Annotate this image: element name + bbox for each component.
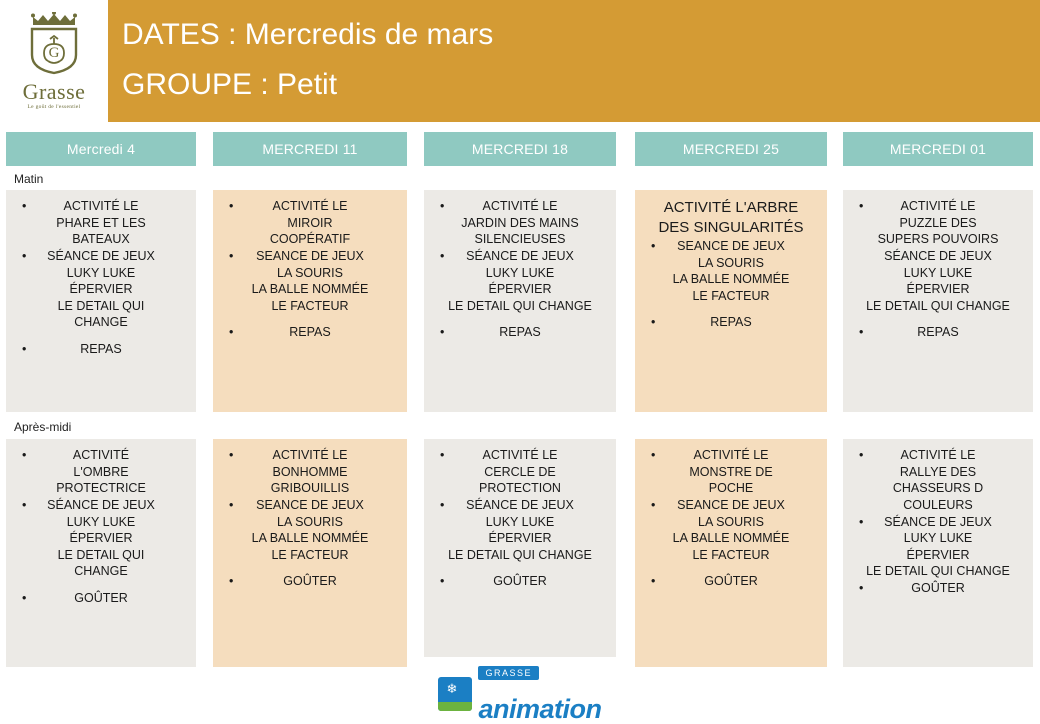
activity-line: SUPERS POUVOIRS xyxy=(877,232,999,247)
activity-line-bullet xyxy=(430,497,610,514)
activity-line: PROTECTION xyxy=(479,481,561,496)
activity-line-bullet xyxy=(849,324,1027,341)
activity-line: BATEAUX xyxy=(72,232,130,247)
bullet-icon: • xyxy=(651,238,656,253)
activity-line: CHANGE xyxy=(74,564,128,579)
crown-icon xyxy=(31,12,77,26)
bullet-icon: • xyxy=(440,448,445,462)
column-header-2: MERCREDI 11 xyxy=(213,132,407,166)
activity-line: ÉPERVIER xyxy=(69,531,133,546)
logo-tagline: Le goût de l'essentiel xyxy=(27,104,81,110)
activity-text: ACTIVITÉ LE xyxy=(63,199,139,213)
activity-text: SÉANCE DE JEUX xyxy=(466,497,574,512)
activity-line-bullet xyxy=(219,198,401,215)
spacer xyxy=(641,304,821,314)
activity-line-highlight: ACTIVITÉ L'ARBRE xyxy=(663,199,799,216)
column-headers xyxy=(0,132,1040,166)
activity-line-bullet xyxy=(219,573,401,590)
activity-text: REPAS xyxy=(917,325,959,340)
activity-text: ACTIVITÉ LE xyxy=(482,448,558,462)
activity-text: SEANCE DE JEUX xyxy=(256,497,364,512)
activity-line-bullet xyxy=(849,198,1027,215)
afternoon-cell-5 xyxy=(843,439,1033,667)
activity-line: LE FACTEUR xyxy=(271,298,349,313)
activity-line: LE FACTEUR xyxy=(692,547,770,562)
bullet-icon: • xyxy=(440,248,445,263)
activity-line: LA BALLE NOMMÉE xyxy=(251,282,369,297)
activity-text: GOÛTER xyxy=(911,581,965,595)
page-header xyxy=(0,0,1040,122)
bullet-icon: • xyxy=(859,448,864,462)
activity-line: ÉPERVIER xyxy=(906,282,970,297)
activity-line: LE DETAIL QUI CHANGE xyxy=(448,298,592,313)
activity-line-bullet xyxy=(12,248,190,265)
activity-line: LA BALLE NOMMÉE xyxy=(672,272,790,287)
activity-line-bullet xyxy=(849,580,1027,597)
activity-line: ÉPERVIER xyxy=(488,531,552,546)
column-header-5: MERCREDI 01 xyxy=(843,132,1033,166)
footer-grasse-label: GRASSE xyxy=(478,666,539,680)
morning-cell-5 xyxy=(843,190,1033,412)
bullet-icon: • xyxy=(229,574,234,589)
spacer xyxy=(430,314,610,324)
logo-wordmark: Grasse xyxy=(22,79,86,104)
bullet-icon: • xyxy=(229,497,234,512)
activity-line: LE DETAIL QUI xyxy=(57,298,145,313)
activity-line: LE FACTEUR xyxy=(692,288,770,303)
activity-line: LE DETAIL QUI xyxy=(57,547,145,562)
activity-line-bullet xyxy=(430,324,610,341)
morning-cell-2 xyxy=(213,190,407,412)
activity-line: LUKY LUKE xyxy=(903,531,973,546)
afternoon-cell-3 xyxy=(424,439,616,657)
activity-line-bullet xyxy=(641,447,821,464)
activity-line: BONHOMME xyxy=(272,464,348,479)
bullet-icon: • xyxy=(22,497,27,512)
activity-text: SEANCE DE JEUX xyxy=(256,248,364,263)
activity-line: LE DETAIL QUI CHANGE xyxy=(866,298,1010,313)
bullet-icon: • xyxy=(22,199,27,213)
bullet-icon: • xyxy=(440,325,445,340)
bullet-icon: • xyxy=(651,448,656,462)
activity-line: CHASSEURS D xyxy=(892,481,984,496)
bullet-icon: • xyxy=(440,574,445,589)
spacer xyxy=(849,314,1027,324)
activity-line-bullet xyxy=(12,497,190,514)
spacer xyxy=(430,563,610,573)
ski-resort-badge-icon: ❄ xyxy=(438,677,472,711)
activity-line-bullet xyxy=(430,198,610,215)
activity-line: LA BALLE NOMMÉE xyxy=(672,531,790,546)
activity-line-bullet xyxy=(641,314,821,331)
activity-line-bullet xyxy=(430,573,610,590)
activity-line-bullet xyxy=(641,573,821,590)
activity-line: LUKY LUKE xyxy=(485,265,555,280)
bullet-icon: • xyxy=(229,199,234,213)
activity-line: JARDIN DES MAINS xyxy=(461,215,579,230)
bullet-icon: • xyxy=(229,448,234,462)
activity-line: COULEURS xyxy=(903,497,973,512)
activity-line-bullet xyxy=(12,447,190,464)
activity-line: MONSTRE DE xyxy=(689,464,773,479)
activity-line: LA SOURIS xyxy=(277,265,343,280)
activity-line-bullet xyxy=(12,590,190,607)
activity-text: SÉANCE DE JEUX xyxy=(47,248,155,263)
activity-text: SÉANCE DE JEUX xyxy=(884,514,992,529)
bullet-icon: • xyxy=(22,342,27,356)
activity-text: GOÛTER xyxy=(74,591,128,605)
schedule-grid xyxy=(0,132,1040,605)
activity-line-bullet xyxy=(849,514,1027,531)
activity-line: LA BALLE NOMMÉE xyxy=(251,531,369,546)
bullet-icon: • xyxy=(22,591,27,605)
activity-line: SÉANCE DE JEUX xyxy=(884,248,992,263)
activity-line: LE DETAIL QUI CHANGE xyxy=(448,547,592,562)
activity-text: GOÛTER xyxy=(493,574,547,589)
activity-line: PUZZLE DES xyxy=(899,215,977,230)
activity-line-bullet xyxy=(219,248,401,265)
dates-title: DATES : Mercredis de mars xyxy=(122,18,494,51)
activity-text: ACTIVITÉ LE xyxy=(693,448,769,462)
activity-line: PROTECTRICE xyxy=(56,481,146,496)
activity-line: LE DETAIL QUI CHANGE xyxy=(866,564,1010,579)
activity-text: GOÛTER xyxy=(704,574,758,589)
activity-text: SÉANCE DE JEUX xyxy=(466,248,574,263)
row-label-morning: Matin xyxy=(14,172,44,186)
morning-cell-4 xyxy=(635,190,827,412)
bullet-icon: • xyxy=(651,497,656,512)
activity-line: CERCLE DE xyxy=(484,464,556,479)
activity-text: SÉANCE DE JEUX xyxy=(47,497,155,512)
title-band xyxy=(108,0,1040,122)
activity-line: MIROIR xyxy=(287,215,333,230)
activity-text: SEANCE DE JEUX xyxy=(677,238,785,253)
activity-text: ACTIVITÉ LE xyxy=(272,199,348,213)
activity-text: REPAS xyxy=(499,325,541,340)
activity-line-bullet xyxy=(641,497,821,514)
activity-text: SEANCE DE JEUX xyxy=(677,497,785,512)
group-title: GROUPE : Petit xyxy=(122,68,338,101)
svg-text:G: G xyxy=(48,45,60,61)
row-label-afternoon: Après-midi xyxy=(14,420,72,434)
activity-line: RALLYE DES xyxy=(899,464,977,479)
column-header-3: MERCREDI 18 xyxy=(424,132,616,166)
activity-line-bullet xyxy=(219,497,401,514)
afternoon-cell-4 xyxy=(635,439,827,667)
bullet-icon: • xyxy=(859,581,864,595)
activity-line: COOPÉRATIF xyxy=(269,232,351,247)
activity-line: LA SOURIS xyxy=(698,514,764,529)
bullet-icon: • xyxy=(859,514,864,529)
activity-line: ÉPERVIER xyxy=(69,282,133,297)
activity-line: GRIBOUILLIS xyxy=(270,481,350,496)
bullet-icon: • xyxy=(22,248,27,263)
spacer xyxy=(12,580,190,590)
morning-cell-3 xyxy=(424,190,616,412)
activity-line: ÉPERVIER xyxy=(488,282,552,297)
afternoon-cell-2 xyxy=(213,439,407,667)
activity-text: ACTIVITÉ LE xyxy=(900,448,976,462)
bullet-icon: • xyxy=(440,199,445,213)
activity-line-bullet xyxy=(430,248,610,265)
activity-line: LE FACTEUR xyxy=(271,547,349,562)
activity-line: CHANGE xyxy=(74,315,128,330)
activity-line-bullet xyxy=(219,324,401,341)
activity-line-highlight: DES SINGULARITÉS xyxy=(658,218,804,236)
column-header-4: MERCREDI 25 xyxy=(635,132,827,166)
activity-line-bullet xyxy=(430,447,610,464)
activity-line: LUKY LUKE xyxy=(66,265,136,280)
activity-text: REPAS xyxy=(710,315,752,330)
activity-text: ACTIVITÉ LE xyxy=(482,199,558,213)
footer-animation-wordmark: animation xyxy=(478,693,602,724)
activity-line-bullet xyxy=(12,198,190,215)
activity-line-bullet xyxy=(849,447,1027,464)
grasse-logo xyxy=(0,0,108,122)
grasse-crest-icon xyxy=(28,27,80,80)
bullet-icon: • xyxy=(440,497,445,512)
bullet-icon: • xyxy=(859,325,864,340)
page-footer xyxy=(0,667,1040,724)
bullet-icon: • xyxy=(859,199,864,213)
activity-text: REPAS xyxy=(80,342,122,356)
activity-line-bullet xyxy=(12,341,190,358)
activity-text: ACTIVITÉ xyxy=(72,448,130,462)
afternoon-cell-1 xyxy=(6,439,196,667)
activity-line: POCHE xyxy=(708,481,754,496)
spacer xyxy=(219,563,401,573)
activity-text: GOÛTER xyxy=(283,574,337,589)
activity-line: SILENCIEUSES xyxy=(474,232,566,247)
activity-line: LUKY LUKE xyxy=(903,265,973,280)
column-header-1: Mercredi 4 xyxy=(6,132,196,166)
activity-text: ACTIVITÉ LE xyxy=(272,448,348,462)
activity-line: ÉPERVIER xyxy=(906,547,970,562)
bullet-icon: • xyxy=(22,448,27,462)
spacer xyxy=(219,314,401,324)
activity-text: ACTIVITÉ LE xyxy=(900,199,976,213)
bullet-icon: • xyxy=(651,315,656,330)
activity-line: LA SOURIS xyxy=(277,514,343,529)
morning-cell-1 xyxy=(6,190,196,412)
spacer xyxy=(12,331,190,341)
activity-line: LA SOURIS xyxy=(698,255,764,270)
bullet-icon: • xyxy=(229,325,234,340)
activity-line: LUKY LUKE xyxy=(66,514,136,529)
activity-line: LUKY LUKE xyxy=(485,514,555,529)
activity-line: PHARE ET LES xyxy=(56,215,146,230)
bullet-icon: • xyxy=(651,574,656,589)
spacer xyxy=(641,563,821,573)
activity-line-bullet xyxy=(641,238,821,255)
activity-text: REPAS xyxy=(289,325,331,340)
bullet-icon: • xyxy=(229,248,234,263)
activity-line-bullet xyxy=(219,447,401,464)
activity-line: L'OMBRE xyxy=(73,464,129,479)
